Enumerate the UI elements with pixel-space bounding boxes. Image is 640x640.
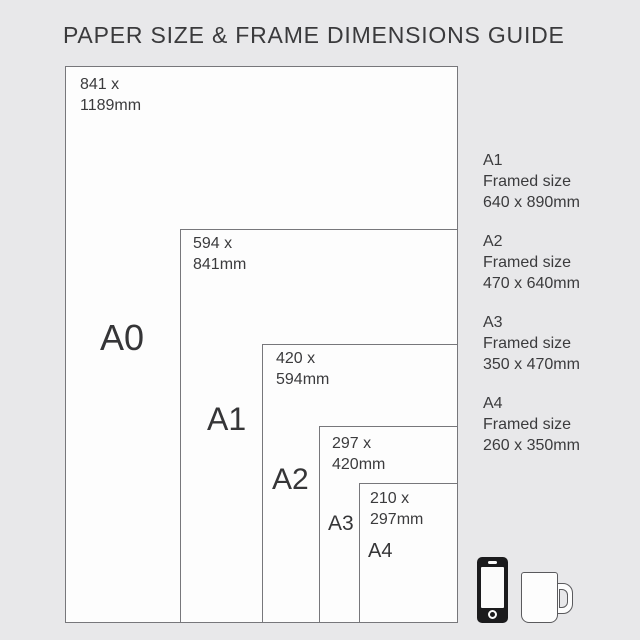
legend-dims-a3: 350 x 470mm xyxy=(483,356,580,373)
paper-dims-a1-line2: 841mm xyxy=(193,256,247,273)
smartphone-icon xyxy=(477,557,508,623)
paper-dims-a4 xyxy=(370,488,423,530)
legend-label-a1: Framed size xyxy=(483,173,572,190)
mug-icon xyxy=(521,572,573,623)
legend-size-a2: A2 xyxy=(483,233,503,250)
legend-label-a3: Framed size xyxy=(483,335,572,352)
paper-label-a4: A4 xyxy=(368,540,393,562)
phone-speaker xyxy=(488,561,497,564)
legend-size-a1: A1 xyxy=(483,152,503,169)
paper-dims-a0 xyxy=(80,74,141,116)
paper-dims-a2 xyxy=(276,348,329,390)
paper-dims-a0-line2: 1189mm xyxy=(80,97,142,114)
mug-handle-hole xyxy=(559,589,568,608)
phone-home-button xyxy=(488,610,497,619)
legend-item-a4 xyxy=(483,393,633,456)
legend-label-a2: Framed size xyxy=(483,254,572,271)
paper-dims-a1 xyxy=(193,233,246,275)
paper-dims-a4-line2: 297mm xyxy=(370,511,424,528)
legend-label-a4: Framed size xyxy=(483,416,572,433)
paper-dims-a1-line1: 594 x xyxy=(193,235,233,252)
legend-item-a2 xyxy=(483,231,633,294)
page-title: PAPER SIZE & FRAME DIMENSIONS GUIDE xyxy=(63,22,565,48)
paper-dims-a4-line1: 210 x xyxy=(370,490,410,507)
paper-dims-a2-line1: 420 x xyxy=(276,350,316,367)
phone-screen xyxy=(481,567,504,608)
paper-dims-a3-line1: 297 x xyxy=(332,435,372,452)
paper-label-a1: A1 xyxy=(207,401,247,437)
framed-size-legend xyxy=(483,150,633,474)
paper-label-a3: A3 xyxy=(328,512,354,535)
legend-item-a3 xyxy=(483,312,633,375)
paper-label-a2: A2 xyxy=(272,463,309,496)
legend-dims-a2: 470 x 640mm xyxy=(483,275,580,292)
paper-dims-a0-line1: 841 x xyxy=(80,76,120,93)
paper-dims-a3-line2: 420mm xyxy=(332,456,386,473)
paper-label-a0: A0 xyxy=(100,317,145,358)
legend-dims-a1: 640 x 890mm xyxy=(483,194,580,211)
paper-dims-a3 xyxy=(332,433,385,475)
mug-body xyxy=(521,572,558,623)
legend-item-a1 xyxy=(483,150,633,213)
paper-dims-a2-line2: 594mm xyxy=(276,371,330,388)
legend-size-a4: A4 xyxy=(483,395,503,412)
legend-size-a3: A3 xyxy=(483,314,503,331)
legend-dims-a4: 260 x 350mm xyxy=(483,437,580,454)
